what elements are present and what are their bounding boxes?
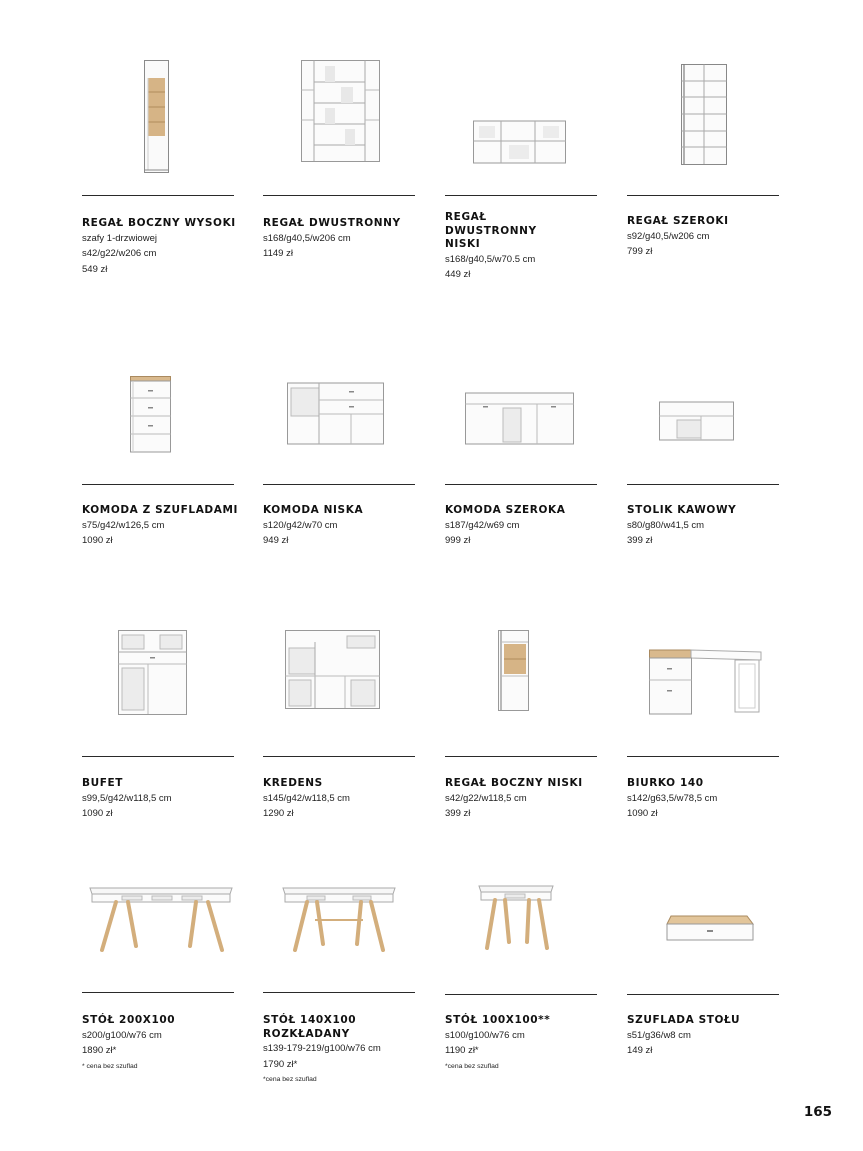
- product-price: 1090 zł: [627, 808, 658, 819]
- price-footnote: *cena bez szuflad: [263, 1076, 317, 1083]
- product-image: [144, 60, 172, 175]
- product-name: REGAŁ SZEROKI: [627, 215, 729, 227]
- product-name: KOMODA SZEROKA: [445, 504, 566, 516]
- product-dimensions: s42/g22/w118,5 cm: [445, 792, 527, 804]
- product-dimensions: s187/g42/w69 cm: [445, 519, 520, 531]
- product-price: 1890 zł*: [82, 1045, 117, 1056]
- product-price: 449 zł: [445, 269, 471, 280]
- product-dimensions: s42/g22/w206 cm: [82, 248, 157, 259]
- product-image: [279, 884, 399, 956]
- product-image: [473, 118, 569, 166]
- product-dimensions: s145/g42/w118,5 cm: [263, 792, 350, 804]
- product-name: KOMODA NISKA: [263, 504, 364, 516]
- product-price: 1190 zł*: [445, 1045, 479, 1056]
- divider: [263, 195, 415, 196]
- divider: [82, 992, 234, 993]
- product-image: [465, 390, 577, 448]
- product-price: 399 zł: [627, 535, 653, 546]
- product-name: KREDENS: [263, 777, 323, 789]
- product-dimensions: s99,5/g42/w118,5 cm: [82, 792, 172, 804]
- product-image: [287, 380, 387, 446]
- product-price: 1790 zł*: [263, 1058, 298, 1070]
- divider: [263, 992, 415, 993]
- divider: [445, 484, 597, 485]
- divider: [263, 484, 415, 485]
- divider: [82, 195, 234, 196]
- product-price: 999 zł: [445, 535, 471, 546]
- product-name: REGAŁ DWUSTRONNY NISKI: [445, 211, 537, 250]
- product-image: [659, 400, 737, 442]
- product-name: STOLIK KAWOWY: [627, 504, 737, 516]
- product-price: 149 zł: [627, 1045, 653, 1056]
- product-price: 1090 zł: [82, 535, 113, 546]
- product-image: [285, 630, 383, 712]
- product-name: STÓŁ 100X100**: [445, 1014, 551, 1026]
- product-name: SZUFLADA STOŁU: [627, 1014, 741, 1026]
- divider: [627, 994, 779, 995]
- product-dimensions: s75/g42/w126,5 cm: [82, 519, 165, 531]
- product-name: BIURKO 140: [627, 777, 704, 789]
- product-image: [498, 630, 532, 714]
- product-dimensions: s168/g40,5/w70.5 cm: [445, 253, 536, 265]
- divider: [627, 484, 779, 485]
- product-dimensions: s142/g63,5/w78,5 cm: [627, 792, 718, 804]
- product-image: [649, 646, 767, 718]
- product-name: BUFET: [82, 777, 124, 789]
- product-price: 399 zł: [445, 808, 471, 819]
- product-image: [681, 64, 729, 167]
- divider: [627, 195, 779, 196]
- product-price: 1090 zł: [82, 808, 113, 819]
- product-image: [301, 60, 383, 165]
- divider: [445, 994, 597, 995]
- product-image: [86, 884, 236, 956]
- divider: [82, 756, 234, 757]
- divider: [445, 756, 597, 757]
- price-footnote: *cena bez szuflad: [445, 1062, 499, 1070]
- product-name: STÓŁ 140X100 ROZKŁADANY: [263, 1014, 357, 1040]
- product-image: [118, 630, 190, 718]
- divider: [445, 195, 597, 196]
- product-name: REGAŁ DWUSTRONNY: [263, 217, 401, 229]
- product-price: 949 zł: [263, 535, 289, 546]
- product-dimensions: s168/g40,5/w206 cm: [263, 232, 351, 244]
- divider: [627, 756, 779, 757]
- product-image: [665, 912, 755, 944]
- product-name: REGAŁ BOCZNY NISKI: [445, 777, 583, 789]
- price-footnote: * cena bez szuflad: [82, 1062, 138, 1070]
- product-dimensions: s200/g100/w76 cm: [82, 1029, 162, 1041]
- product-image: [130, 376, 174, 454]
- product-dimensions: s120/g42/w70 cm: [263, 519, 338, 531]
- page-number: 165: [803, 1104, 832, 1120]
- product-dimensions: s80/g80/w41,5 cm: [627, 519, 705, 531]
- product-name: REGAŁ BOCZNY WYSOKI: [82, 217, 236, 229]
- divider: [263, 756, 415, 757]
- product-name: STÓŁ 200X100: [82, 1014, 176, 1026]
- product-dimensions: s139-179-219/g100/w76 cm: [263, 1043, 381, 1054]
- product-dimensions: s51/g36/w8 cm: [627, 1029, 691, 1041]
- product-image: [475, 882, 557, 954]
- product-detail: szafy 1-drzwiowej: [82, 232, 157, 244]
- product-name: KOMODA Z SZUFLADAMI: [82, 504, 239, 516]
- product-dimensions: s92/g40,5/w206 cm: [627, 230, 710, 242]
- product-price: 549 zł: [82, 263, 108, 275]
- product-price: 799 zł: [627, 246, 653, 257]
- divider: [82, 484, 234, 485]
- product-price: 1290 zł: [263, 808, 294, 819]
- product-dimensions: s100/g100/w76 cm: [445, 1029, 525, 1041]
- product-price: 1149 zł: [263, 248, 293, 259]
